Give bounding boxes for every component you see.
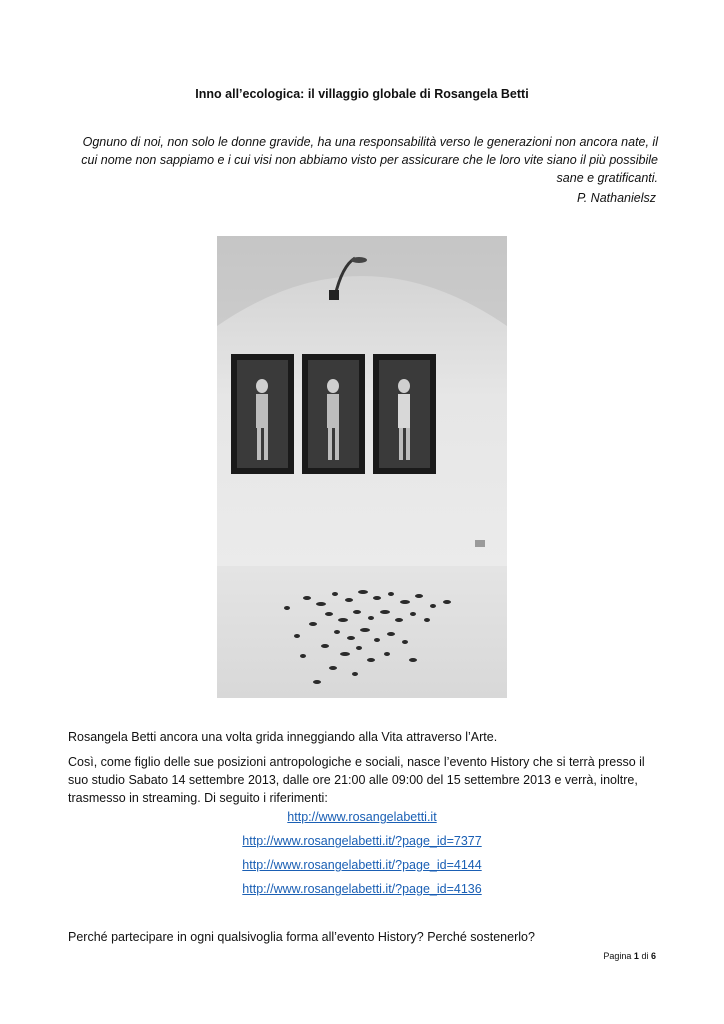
framed-photo-left bbox=[231, 354, 294, 474]
page-label: Pagina bbox=[603, 951, 632, 961]
wall-socket bbox=[475, 540, 485, 547]
epigraph-author: P. Nathanielsz bbox=[577, 191, 656, 205]
page-number: 1 bbox=[633, 951, 639, 961]
paragraph-3: Perché partecipare in ogni qualsivoglia forma all’evento History? Perché sostenerlo? bbox=[68, 930, 535, 944]
reference-links bbox=[0, 808, 724, 904]
framed-photo-center bbox=[302, 354, 365, 474]
link-page-7377[interactable]: http://www.rosangelabetti.it/?page_id=7377 bbox=[242, 834, 482, 848]
link-page-4144[interactable]: http://www.rosangelabetti.it/?page_id=4144 bbox=[242, 858, 482, 872]
link-page-4136[interactable]: http://www.rosangelabetti.it/?page_id=4136 bbox=[242, 882, 482, 896]
document-title: Inno all’ecologica: il villaggio globale di Rosangela Betti bbox=[195, 87, 529, 101]
paragraph-2: Così, come figlio delle sue posizioni antropologiche e sociali, nasce l’evento History che si terrà presso il suo studio Sabato 14 settembre 2013, dalle ore 21:00 alle 09:00 del 15 settembre 2013 e verrà, inoltre, trasmesso in streaming. Di seguito i riferimenti: bbox=[68, 755, 645, 805]
epigraph-quote: Ognuno di noi, non solo le donne gravide, ha una responsabilità verso le generazioni non ancora nate, il cui nome non sappiamo e i cui visi non abbiamo visto per assicurare che le loro vite siano il più possibile sane e gratificanti. bbox=[81, 135, 658, 185]
paragraph-1: Rosangela Betti ancora una volta grida inneggiando alla Vita attraverso l’Arte. bbox=[68, 730, 498, 744]
of-label: di bbox=[641, 951, 649, 961]
framed-photo-right bbox=[373, 354, 436, 474]
page-footer bbox=[603, 951, 656, 961]
link-home[interactable]: http://www.rosangelabetti.it bbox=[287, 810, 437, 824]
installation-photo bbox=[217, 236, 507, 698]
page-total: 6 bbox=[650, 951, 656, 961]
